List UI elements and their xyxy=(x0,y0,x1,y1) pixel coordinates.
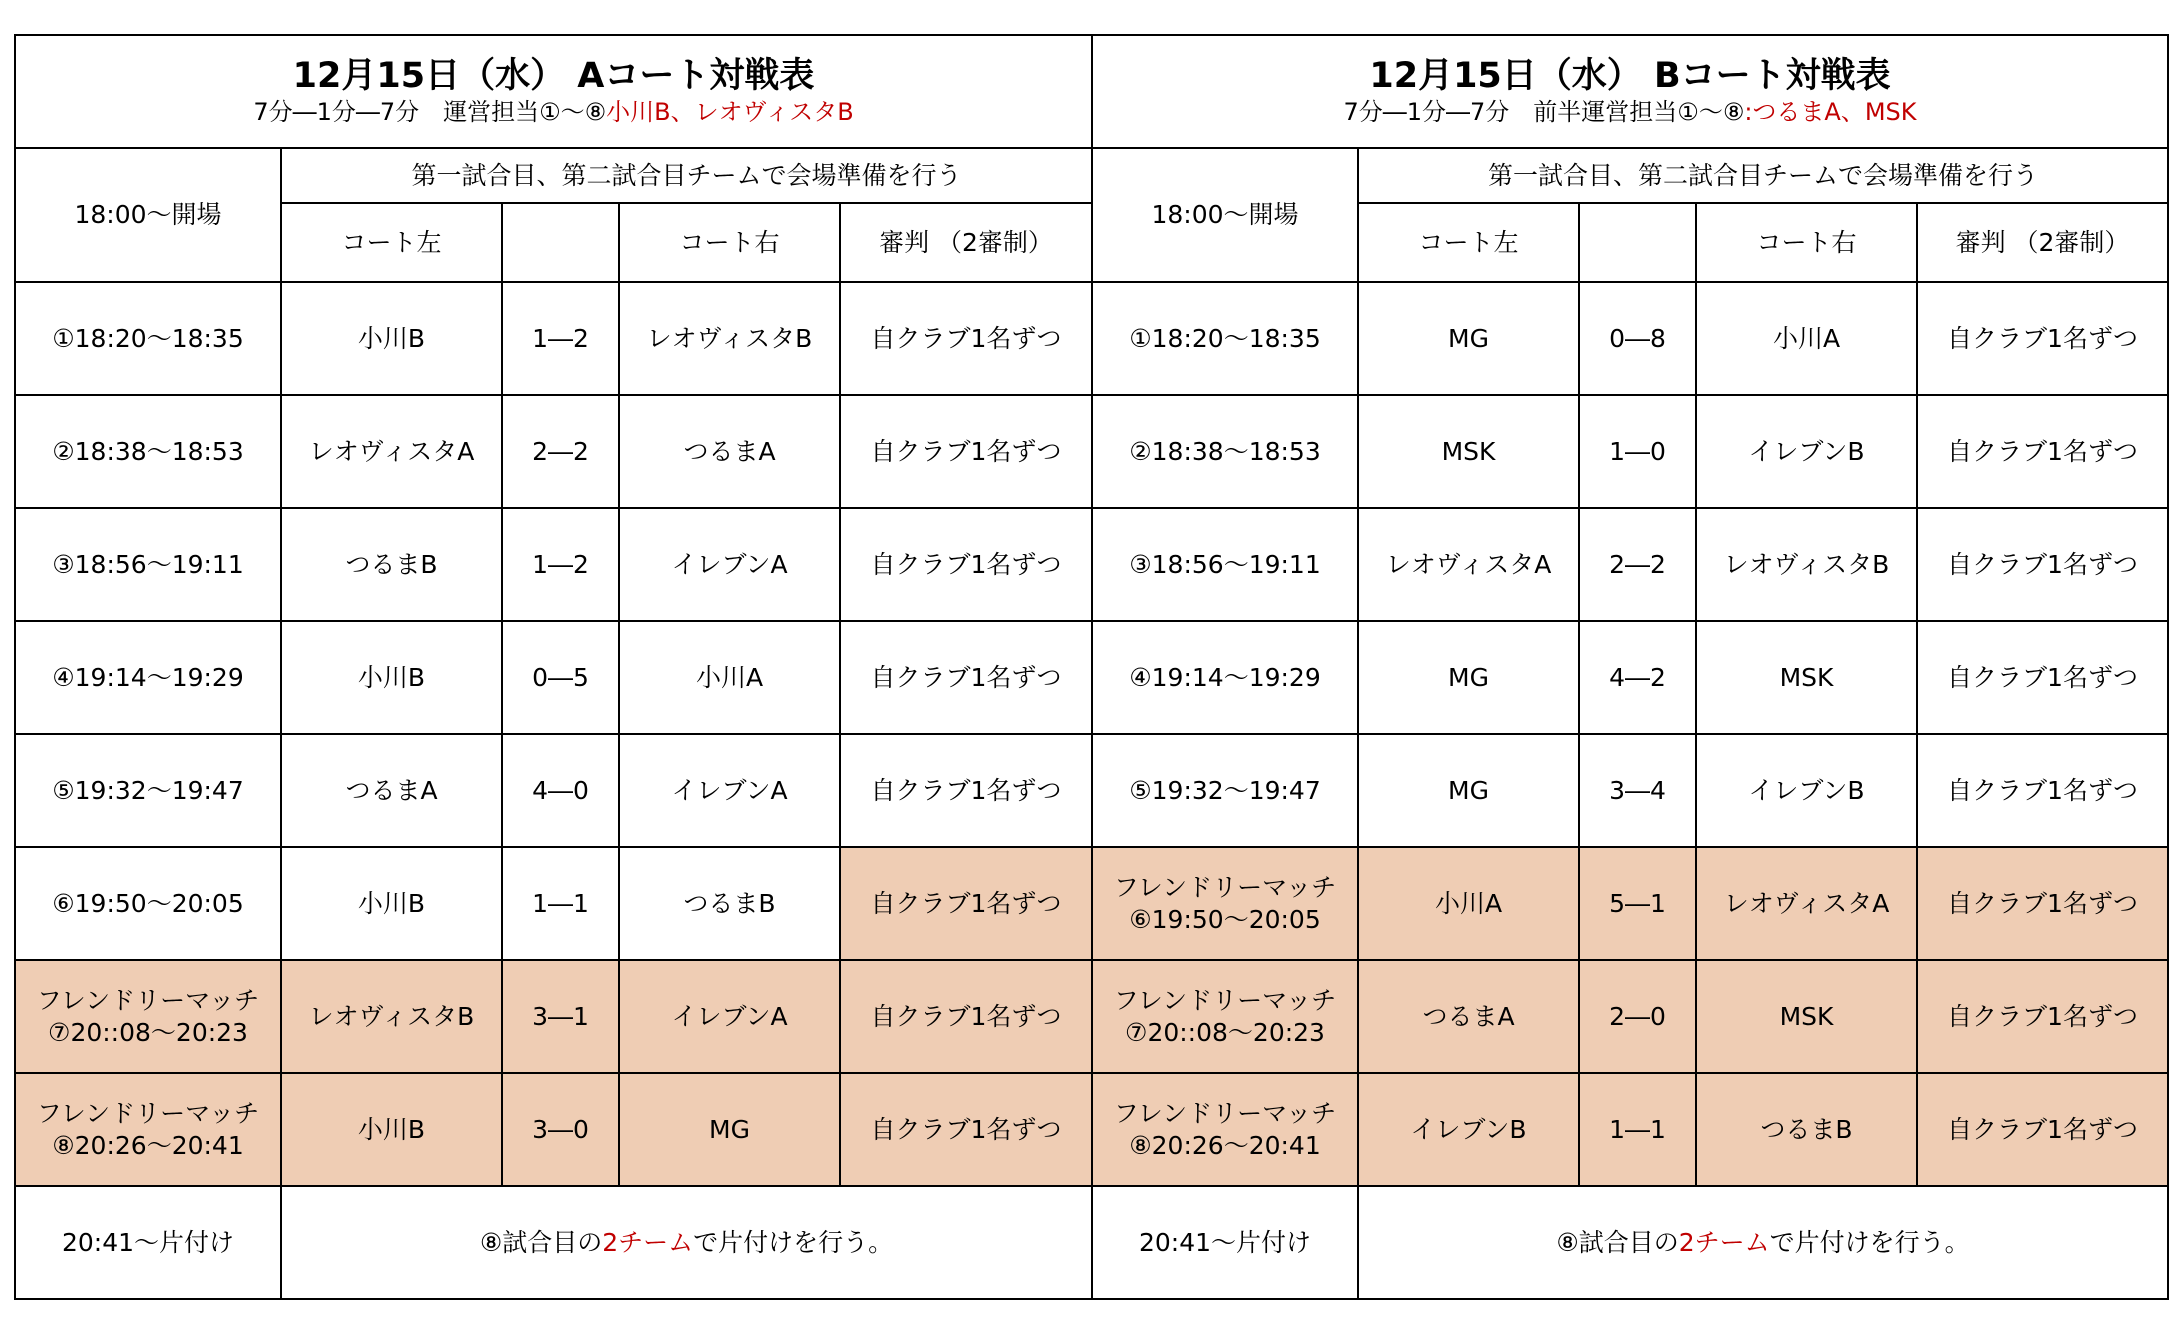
referee-note: 自クラブ1名ずつ xyxy=(1917,1073,2168,1186)
court-b-prep-note: 第一試合目、第二試合目チームで会場準備を行う xyxy=(1358,148,2168,203)
referee-note: 自クラブ1名ずつ xyxy=(840,282,1092,395)
prep-note-row xyxy=(15,148,2168,203)
cleanup-pre: ⑧試合目の xyxy=(479,1227,603,1257)
court-b-cleanup-note xyxy=(1358,1186,2168,1299)
court-b-subtitle-highlight: :つるまA、MSK xyxy=(1744,97,1917,126)
friendly-match-label: フレンドリーマッチ xyxy=(36,1099,260,1129)
team-right: レオヴィスタA xyxy=(1696,847,1917,960)
match-time: ⑦20::08～20:23 xyxy=(48,1017,248,1047)
team-right: イレブンA xyxy=(619,960,840,1073)
team-left: MG xyxy=(1358,282,1579,395)
friendly-match-label: フレンドリーマッチ xyxy=(36,986,260,1016)
team-left: MG xyxy=(1358,734,1579,847)
friendly-match-label: フレンドリーマッチ xyxy=(1113,1099,1337,1129)
table-row xyxy=(15,621,2168,734)
referee-note: 自クラブ1名ずつ xyxy=(840,395,1092,508)
team-right: イレブンB xyxy=(1696,395,1917,508)
match-score: 0―5 xyxy=(502,621,619,734)
match-time: ②18:38～18:53 xyxy=(15,395,281,508)
referee-note: 自クラブ1名ずつ xyxy=(1917,847,2168,960)
match-score: 2―2 xyxy=(502,395,619,508)
table-row xyxy=(15,395,2168,508)
court-b-left-header: コート左 xyxy=(1358,203,1579,282)
match-score: 3―1 xyxy=(502,960,619,1073)
match-time: ③18:56～19:11 xyxy=(15,508,281,621)
match-score: 1―1 xyxy=(502,847,619,960)
court-a-left-header: コート左 xyxy=(281,203,502,282)
team-left: 小川B xyxy=(281,1073,502,1186)
match-time-friendly xyxy=(1092,847,1358,960)
team-left: つるまB xyxy=(281,508,502,621)
match-time-friendly xyxy=(1092,1073,1358,1186)
team-left: 小川A xyxy=(1358,847,1579,960)
team-right: つるまB xyxy=(1696,1073,1917,1186)
court-b-title: 12月15日（水） Bコート対戦表 xyxy=(1369,55,1891,96)
match-time: ⑧20:26～20:41 xyxy=(1129,1130,1321,1160)
referee-note: 自クラブ1名ずつ xyxy=(840,960,1092,1073)
table-row xyxy=(15,508,2168,621)
court-a-score-header xyxy=(502,203,619,282)
table-row xyxy=(15,734,2168,847)
match-score: 2―0 xyxy=(1579,960,1696,1073)
court-b-open-time: 18:00～開場 xyxy=(1092,148,1358,282)
match-score: 5―1 xyxy=(1579,847,1696,960)
title-row xyxy=(15,35,2168,148)
team-left: MG xyxy=(1358,621,1579,734)
referee-note: 自クラブ1名ずつ xyxy=(1917,508,2168,621)
referee-note: 自クラブ1名ずつ xyxy=(840,847,1092,960)
referee-note: 自クラブ1名ずつ xyxy=(1917,282,2168,395)
cleanup-highlight: 2チーム xyxy=(1678,1227,1770,1257)
court-a-open-time: 18:00～開場 xyxy=(15,148,281,282)
match-time: ⑥19:50～20:05 xyxy=(15,847,281,960)
column-header-row xyxy=(15,203,2168,282)
court-a-subtitle-text: 7分―1分―7分 運営担当①～⑧ xyxy=(253,97,607,126)
court-a-title-cell xyxy=(15,35,1092,148)
cleanup-pre: ⑧試合目の xyxy=(1556,1227,1679,1257)
table-row xyxy=(15,847,2168,960)
match-score: 1―2 xyxy=(502,508,619,621)
match-score: 1―0 xyxy=(1579,395,1696,508)
team-left: つるまA xyxy=(1358,960,1579,1073)
team-right: MSK xyxy=(1696,960,1917,1073)
match-time: ⑥19:50～20:05 xyxy=(1129,904,1321,934)
cleanup-highlight: 2チーム xyxy=(602,1227,694,1257)
match-time: ③18:56～19:11 xyxy=(1092,508,1358,621)
match-score: 1―1 xyxy=(1579,1073,1696,1186)
team-right: 小川A xyxy=(619,621,840,734)
court-a-subtitle xyxy=(16,97,1091,128)
team-right: 小川A xyxy=(1696,282,1917,395)
match-score: 2―2 xyxy=(1579,508,1696,621)
team-left: レオヴィスタA xyxy=(281,395,502,508)
court-b-close-time: 20:41～片付け xyxy=(1092,1186,1358,1299)
match-time: ⑦20::08～20:23 xyxy=(1125,1017,1325,1047)
team-right: レオヴィスタB xyxy=(1696,508,1917,621)
referee-note: 自クラブ1名ずつ xyxy=(1917,621,2168,734)
match-time: ⑤19:32～19:47 xyxy=(1092,734,1358,847)
cleanup-post: で片付けを行う。 xyxy=(1769,1227,1970,1257)
table-row xyxy=(15,960,2168,1073)
team-left: MSK xyxy=(1358,395,1579,508)
match-schedule-table xyxy=(14,34,2169,1300)
team-right: MG xyxy=(619,1073,840,1186)
team-right: イレブンA xyxy=(619,508,840,621)
match-score: 3―0 xyxy=(502,1073,619,1186)
match-time: ④19:14～19:29 xyxy=(1092,621,1358,734)
team-left: イレブンB xyxy=(1358,1073,1579,1186)
table-row xyxy=(15,1073,2168,1186)
referee-note: 自クラブ1名ずつ xyxy=(840,621,1092,734)
court-a-right-header: コート右 xyxy=(619,203,840,282)
match-time: ④19:14～19:29 xyxy=(15,621,281,734)
referee-note: 自クラブ1名ずつ xyxy=(1917,395,2168,508)
cleanup-row xyxy=(15,1186,2168,1299)
referee-note: 自クラブ1名ずつ xyxy=(1917,960,2168,1073)
team-right: つるまA xyxy=(619,395,840,508)
referee-note: 自クラブ1名ずつ xyxy=(840,1073,1092,1186)
court-b-referee-header: 審判 （2審制） xyxy=(1917,203,2168,282)
court-b-right-header: コート右 xyxy=(1696,203,1917,282)
team-left: つるまA xyxy=(281,734,502,847)
referee-note: 自クラブ1名ずつ xyxy=(1917,734,2168,847)
team-right: レオヴィスタB xyxy=(619,282,840,395)
team-left: レオヴィスタB xyxy=(281,960,502,1073)
match-score: 1―2 xyxy=(502,282,619,395)
court-a-prep-note: 第一試合目、第二試合目チームで会場準備を行う xyxy=(281,148,1092,203)
referee-note: 自クラブ1名ずつ xyxy=(840,734,1092,847)
schedule-sheet xyxy=(14,34,2169,1300)
match-time: ①18:20～18:35 xyxy=(1092,282,1358,395)
match-score: 4―2 xyxy=(1579,621,1696,734)
friendly-match-label: フレンドリーマッチ xyxy=(1113,986,1337,1016)
team-left: 小川B xyxy=(281,621,502,734)
match-time-friendly xyxy=(15,960,281,1073)
referee-note: 自クラブ1名ずつ xyxy=(840,508,1092,621)
team-left: レオヴィスタA xyxy=(1358,508,1579,621)
team-right: MSK xyxy=(1696,621,1917,734)
court-b-score-header xyxy=(1579,203,1696,282)
team-right: つるまB xyxy=(619,847,840,960)
friendly-match-label: フレンドリーマッチ xyxy=(1113,873,1337,903)
match-time: ②18:38～18:53 xyxy=(1092,395,1358,508)
table-row xyxy=(15,282,2168,395)
match-time: ⑤19:32～19:47 xyxy=(15,734,281,847)
court-a-referee-header: 審判 （2審制） xyxy=(840,203,1092,282)
match-score: 0―8 xyxy=(1579,282,1696,395)
match-time: ⑧20:26～20:41 xyxy=(52,1130,244,1160)
match-score: 4―0 xyxy=(502,734,619,847)
match-time-friendly xyxy=(1092,960,1358,1073)
court-b-subtitle-text: 7分―1分―7分 前半運営担当①～⑧ xyxy=(1343,97,1745,126)
team-right: イレブンB xyxy=(1696,734,1917,847)
court-a-title: 12月15日（水） Aコート対戦表 xyxy=(292,55,815,96)
match-time-friendly xyxy=(15,1073,281,1186)
court-b-subtitle xyxy=(1093,97,2167,128)
team-left: 小川B xyxy=(281,282,502,395)
court-a-close-time: 20:41～片付け xyxy=(15,1186,281,1299)
court-a-subtitle-highlight: 小川B、レオヴィスタB xyxy=(606,97,854,126)
team-right: イレブンA xyxy=(619,734,840,847)
court-a-cleanup-note xyxy=(281,1186,1092,1299)
match-time: ①18:20～18:35 xyxy=(15,282,281,395)
team-left: 小川B xyxy=(281,847,502,960)
match-score: 3―4 xyxy=(1579,734,1696,847)
court-b-title-cell xyxy=(1092,35,2168,148)
cleanup-post: で片付けを行う。 xyxy=(693,1227,894,1257)
